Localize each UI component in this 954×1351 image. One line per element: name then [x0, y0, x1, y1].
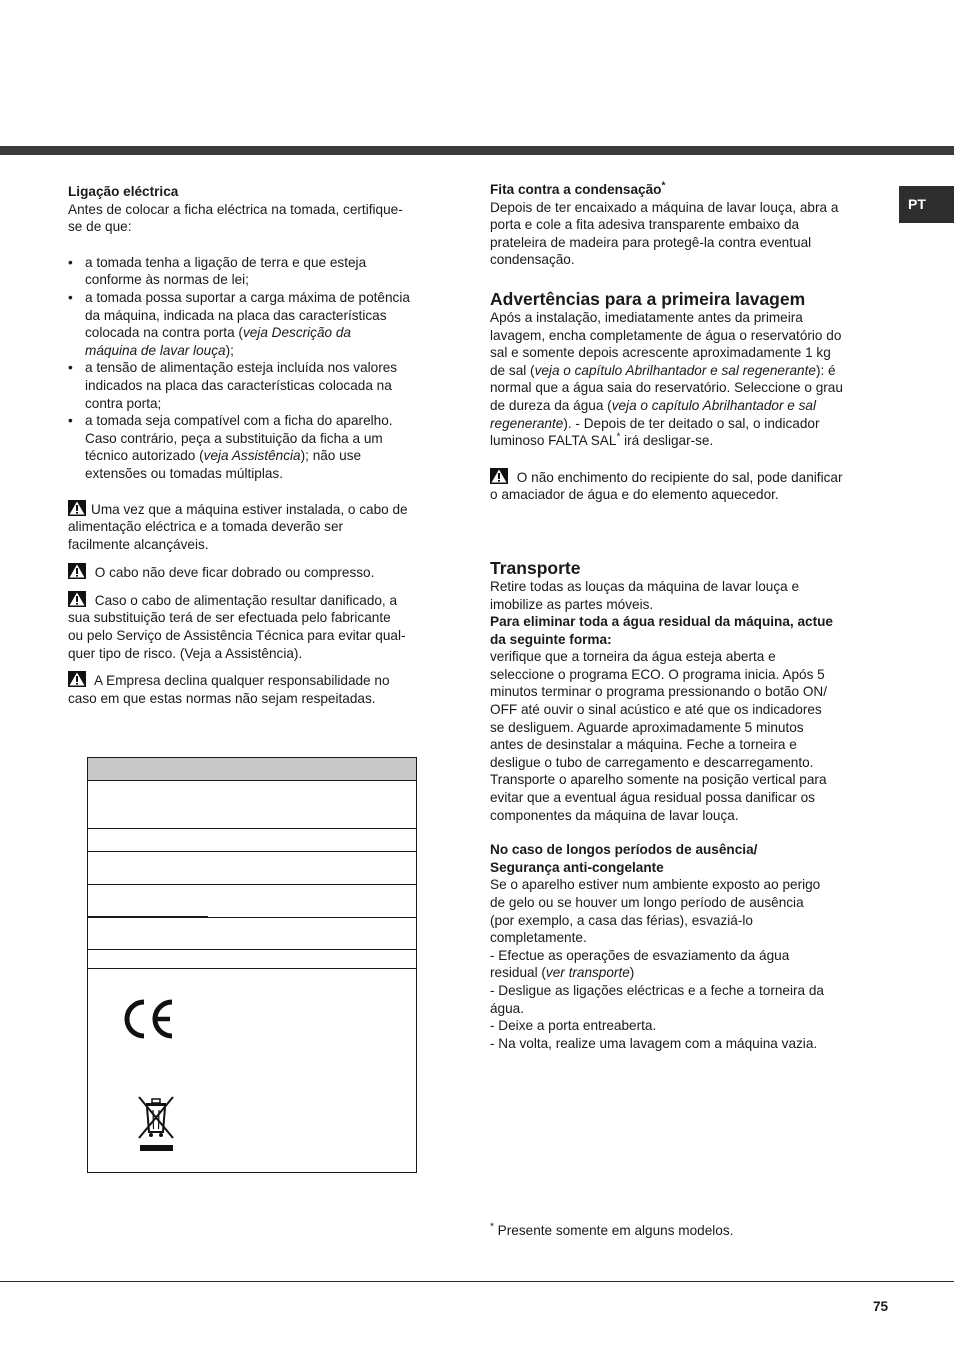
rating-divider: [88, 968, 416, 969]
warning-triangle-icon: [68, 671, 86, 687]
body-line: verifique que a torneira da água esteja aberta e: [490, 649, 776, 665]
body-line: sal e somente depois acrescente aproximadamente 1 kg: [490, 345, 831, 361]
left-column: [68, 183, 448, 707]
body-line: completamente.: [490, 930, 587, 946]
rating-plate-box: [87, 757, 417, 1173]
section-heading-transport: Transporte: [490, 557, 581, 578]
body-line: Após a instalação, imediatamente antes da primeira: [490, 309, 803, 325]
body-line: de sal (veja o capítulo Abrilhantador e sal regenerante): é: [490, 362, 836, 378]
body-line: lavagem, encha completamente de água o reservatório do: [490, 327, 842, 343]
footnote: * Presente somente em alguns modelos.: [490, 1221, 734, 1238]
section-heading-condensation-strip: Fita contra a condensação*: [490, 180, 666, 197]
warning-triangle-icon: [68, 591, 86, 607]
body-line: de dureza da água (veja o capítulo Abrilhantador e sal: [490, 397, 816, 413]
body-line: luminoso FALTA SAL* irá desligar-se.: [490, 431, 714, 449]
requirement-list: [68, 254, 448, 483]
section-heading-first-wash: Advertências para a primeira lavagem: [490, 288, 806, 309]
warning-triangle-icon: [68, 563, 86, 579]
warning-paragraph: Uma vez que a máquina estiver instalada, o cabo de alimentação eléctrica e a tomada deverão ser facilmente alcançáveis.: [68, 501, 408, 552]
rating-divider: [88, 917, 416, 918]
body-line: minutos terminar o programa pressionando o botão ON/: [490, 684, 827, 700]
body-line: Depois de ter encaixado a máquina de lavar louça, abra a: [490, 199, 839, 215]
body-line: OFF até ouvir o sinal acústico e até que os indicadores: [490, 702, 822, 718]
body-line: residual (ver transporte): [490, 965, 635, 981]
asterisk-marker: *: [490, 1221, 494, 1233]
body-line: água.: [490, 1000, 525, 1016]
rating-plate-header: [88, 758, 416, 781]
top-bar: [0, 146, 954, 155]
body-line: imobilize as partes móveis.: [490, 596, 654, 612]
body-line: desligue o tubo de carregamento e descarregamento.: [490, 754, 814, 770]
body-line: (por exemplo, a casa das férias), esvaziá-lo: [490, 912, 753, 928]
body-line: - Deixe a porta entreaberta.: [490, 1018, 657, 1034]
asterisk-marker: *: [661, 180, 666, 192]
body-line: regenerante). - Depois de ter deitado o sal, o indicador: [490, 415, 820, 431]
body-line: antes de desinstalar a máquina. Feche a torneira e: [490, 737, 797, 753]
body-line: Retire todas as louças da máquina de lavar louça e: [490, 578, 800, 594]
warning-paragraph: Caso o cabo de alimentação resultar danificado, a sua substituição terá de ser efectuada pelo fabricante ou pelo Serviço de Assistência Técnica para evitar qual- quer tipo de risco. (Veja a Assistência).: [68, 592, 406, 661]
warning-paragraph: O não enchimento do recipiente do sal, pode danificar o amaciador de água e do elemento aquecedor.: [490, 469, 843, 503]
body-line: - Na volta, realize uma lavagem com a máquina vazia.: [490, 1035, 818, 1051]
section-heading-absence: No caso de longos períodos de ausência/: [490, 842, 758, 858]
list-item: • a tensão de alimentação esteja incluída nos valores indicados na placa das características colocada na contra porta;: [68, 359, 448, 412]
body-line: de gelo ou se houver um longo período de ausência: [490, 895, 804, 910]
body-line: prateleira de madeira para protegê-la contra eventual: [490, 234, 812, 250]
language-tab: PT: [899, 186, 954, 223]
rating-divider: [88, 884, 416, 885]
intro-line: Antes de colocar a ficha eléctrica na tomada, certifique-: [68, 201, 403, 217]
warning-paragraph: A Empresa declina qualquer responsabilidade no caso em que estas normas não sejam respeitadas.: [68, 673, 390, 706]
section-heading-absence: Segurança anti-congelante: [490, 859, 664, 875]
rating-divider: [88, 851, 416, 852]
asterisk-marker: *: [616, 431, 621, 443]
crossed-bin-icon: [136, 1094, 178, 1159]
warning-triangle-icon: [490, 468, 508, 484]
body-line: componentes da máquina de lavar louça.: [490, 807, 739, 823]
body-line: se desliguem. Aguarde aproximadamente 5 minutos: [490, 719, 804, 735]
warning-paragraph: O cabo não deve ficar dobrado ou compresso.: [68, 563, 448, 582]
rating-divider: [88, 828, 416, 829]
body-line: normal que a água saia do reservatório. Seleccione o grau: [490, 380, 843, 396]
body-line: condensação.: [490, 252, 575, 268]
list-item: • a tomada tenha a ligação de terra e que esteja conforme às normas de lei;: [68, 254, 448, 289]
body-line: seleccione o programa ECO. O programa inicia. Após 5: [490, 666, 825, 682]
footer-rule: [0, 1281, 954, 1282]
body-line: - Efectue as operações de esvaziamento da água: [490, 947, 790, 963]
section-heading-electrical: Ligação eléctrica: [68, 184, 179, 199]
list-item: • a tomada seja compatível com a ficha do aparelho. Caso contrário, peça a substituição da ficha a um técnico autorizado (veja Assistência); não use extensões ou tomadas múltiplas.: [68, 412, 448, 482]
body-line-bold: Para eliminar toda a água residual da máquina, actue: [490, 614, 833, 630]
body-line: evitar que a eventual água residual possa danificar os: [490, 790, 815, 806]
ce-mark-icon: [122, 998, 176, 1045]
body-line-bold: da seguinte forma:: [490, 631, 612, 647]
list-item: • a tomada possa suportar a carga máxima de potência da máquina, indicada na placa das características colocada na contra porta (veja Descrição da máquina de lavar louça);: [68, 289, 448, 359]
intro-line: se de que:: [68, 219, 132, 235]
right-column: [490, 181, 885, 1052]
body-line: - Desligue as ligações eléctricas e a feche a torneira da: [490, 982, 824, 998]
rating-divider: [88, 949, 416, 950]
body-line: porta e cole a fita adesiva transparente embaixo da: [490, 217, 800, 233]
page-number: 75: [873, 1299, 889, 1314]
warning-triangle-icon: [68, 500, 86, 516]
body-line: Transporte o aparelho somente na posição vertical para: [490, 772, 827, 788]
body-line: Se o aparelho estiver num ambiente exposto ao perigo: [490, 877, 821, 893]
